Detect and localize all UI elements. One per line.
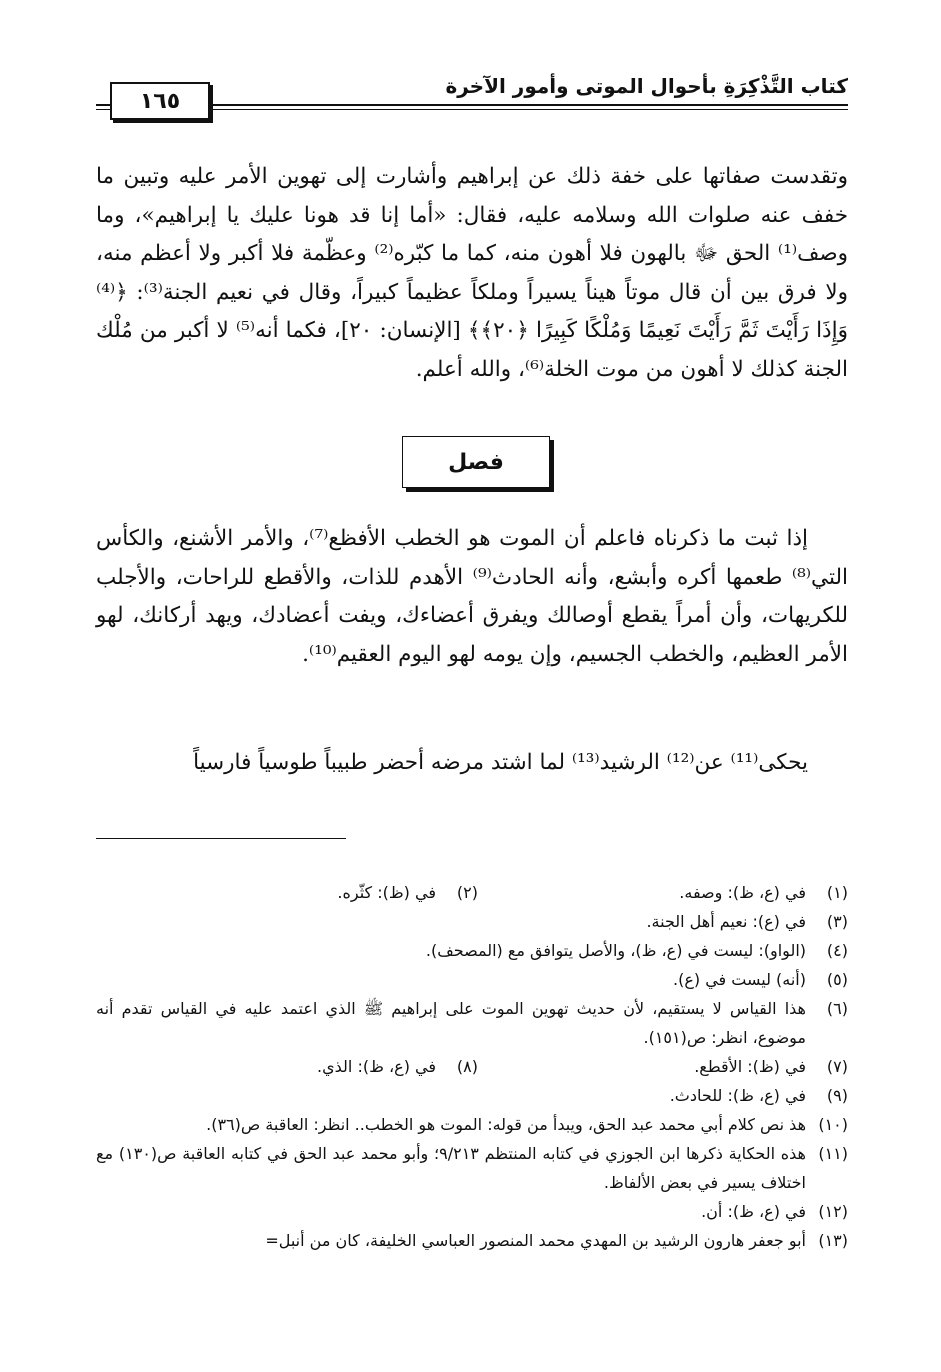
footnote-number: (١١): [818, 1144, 848, 1163]
footnote: [96, 1197, 848, 1226]
footnote-text: في (ع، ظ): للحادث.: [669, 1086, 806, 1105]
footnote-number: (٧): [826, 1057, 848, 1076]
running-title: كتاب التَّذْكِرَةِ بأحوال الموتى وأمور الآخرة: [445, 74, 848, 98]
footnote-text: في (ع): نعيم أهل الجنة.: [646, 912, 806, 931]
footnote-text: هذ نص كلام أبي محمد عبد الحق، ويبدأ من قوله: الموت هو الخطب.. انظر: العاقبة ص(٣٦).: [206, 1115, 806, 1134]
footnote-number: (٣): [826, 912, 848, 931]
footnote: [96, 1226, 848, 1255]
footnote: [96, 936, 848, 965]
footnote: [96, 907, 848, 936]
book-page: [96, 52, 848, 1352]
footnote: [108, 1052, 478, 1081]
footnote-number: (٩): [826, 1086, 848, 1105]
footnote-number: (٢): [456, 883, 478, 902]
footnote: [96, 1139, 848, 1197]
paragraph: إذا ثبت ما ذكرناه فاعلم أن الموت هو الخطب الأفظع⁽⁷⁾، والأمر الأشنع، والكأس التي⁽⁸⁾ طعمها أكره وأبشع، وأنه الحادث⁽⁹⁾ الأهدم للذات، والأقطع للراحات، والأجلب للكريهات، وأن أمراً يقطع أوصالك ويفرق أعضاءك، ويفت أعضادك، ويهد أركانك، لهو الأمر العظيم، والخطب الجسيم، وإن يومه لهو اليوم العقيم⁽¹⁰⁾.: [96, 526, 848, 667]
footnote-text: في (ظ): كثّره.: [337, 883, 436, 902]
footnote-text: في (ظ): الأقطع.: [694, 1057, 806, 1076]
footnote-text: هذه الحكاية ذكرها ابن الجوزي في كتابه المنتظم ٩/٢١٣؛ وأبو محمد عبد الحق في كتابه العاقبة ص(١٣٠) مع اختلاف يسير في بعض الألفاظ.: [96, 1144, 806, 1192]
page-number: ١٦٥: [110, 82, 210, 120]
footnote-number: (١٣): [818, 1231, 848, 1250]
footnote-text: هذا القياس لا يستقيم، لأن حديث تهوين الموت على إبراهيم ﷺ الذي اعتمد عليه في القياس تقدم أنه موضوع، انظر: ص(١٥١).: [96, 999, 806, 1047]
footnote-text: في (ع، ظ): أن.: [701, 1202, 806, 1221]
footnote: [96, 1110, 848, 1139]
footnote-pair: [96, 878, 848, 907]
footnote: [108, 878, 478, 907]
footnote-text: (أنه) ليست في (ع).: [672, 970, 806, 989]
footnote: [478, 878, 848, 907]
footnote-number: (٥): [826, 970, 848, 989]
footnote: [96, 994, 848, 1052]
footnote-number: (١): [826, 883, 848, 902]
footnote: [96, 965, 848, 994]
footnote-number: (١٠): [818, 1115, 848, 1134]
footnote: [478, 1052, 848, 1081]
footnote: [96, 1081, 848, 1110]
footnote-number: (٦): [826, 999, 848, 1018]
footnote-text: في (ع، ظ): وصفه.: [679, 883, 806, 902]
section-heading: فصل: [402, 436, 550, 488]
footnote-separator: [96, 838, 346, 839]
footnote-number: (٤): [826, 941, 848, 960]
paragraph: يحكى⁽¹¹⁾ عن⁽¹²⁾ الرشيد⁽¹³⁾ لما اشتد مرضه أحضر طبيباً طوسياً فارسياً: [193, 750, 808, 775]
footnote-text: أبو جعفر هارون الرشيد بن المهدي محمد المنصور العباسي الخليفة، كان من أنبل=: [265, 1231, 806, 1250]
footnote-number: (١٢): [818, 1202, 848, 1221]
footnotes: [96, 878, 848, 1255]
footnote-pair: [96, 1052, 848, 1081]
footnote-text: في (ع، ظ): الذي.: [317, 1057, 436, 1076]
paragraph: وتقدست صفاتها على خفة ذلك عن إبراهيم وأشارت إلى تهوين الأمر عليه وتبين ما خفف عنه صلوات الله وسلامه عليه، فقال: «أما إنا قد هونا عليك يا إبراهيم»، وما وصف⁽¹⁾ الحق ﷻ بالهون فلا أهون منه، كما ما كبّره⁽²⁾ وعظّمة فلا أكبر ولا أعظم منه، ولا فرق بين أن قال موتاً هيناً يسيراً وملكاً عظيماً كبيراً، وقال في نعيم الجنة⁽³⁾: ﴿⁽⁴⁾وَإِذَا رَأَيْتَ ثَمَّ رَأَيْتَ نَعِيمًا وَمُلْكًا كَبِيرًا ﴿٢٠﴾﴾ [الإنسان: ٢٠]، فكما أنه⁽⁵⁾ لا أكبر من مُلْك الجنة كذلك لا أهون من موت الخلة⁽⁶⁾، والله أعلم.: [96, 164, 849, 382]
footnote-text: (الواو): ليست في (ع، ظ)، والأصل يتوافق مع (المصحف).: [425, 941, 806, 960]
footnote-number: (٨): [456, 1057, 478, 1076]
